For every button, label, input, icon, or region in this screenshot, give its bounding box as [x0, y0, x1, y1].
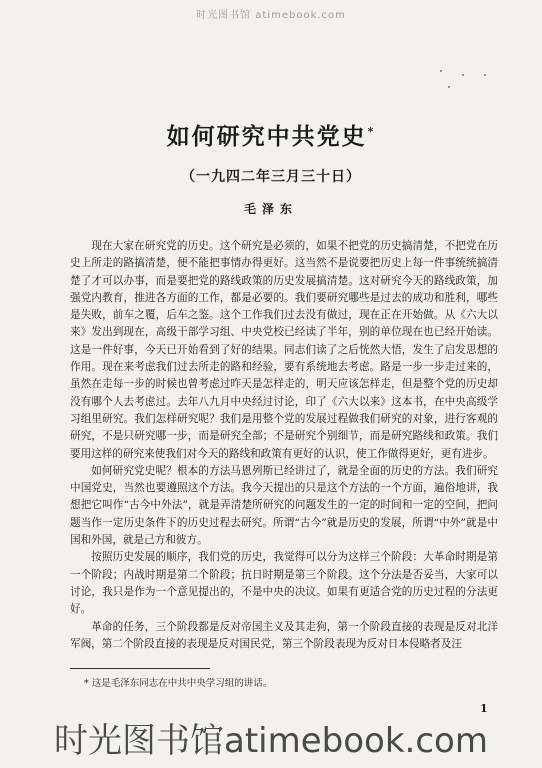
title-text: 如何研究中共党史: [166, 123, 367, 150]
paragraph: 现在大家在研究党的历史。这个研究是必须的，如果不把党的历史搞清楚，不把党在历史上所走的路搞清楚，便不能把事情办得更好。这当然不是说要把历史上每一件事统统搞清楚了才可以办事，而是要把党的路线政策的历史发展搞清楚。这对研究今天的路线政策，加强党内教育，推进各方面的工作，都是必要的。我们要研究哪些是过去的成功和胜利，哪些是失败，前车之覆，后车之鉴。这个工作我们过去没有做过，现在正在开始做。从《六大以来》发出到现在，高级干部学习组、中央党校已经读了半年，别的单位现在也已经开始读。这是一件好事，今天已开始看到了好的结果。同志们读了之后恍然大悟，发生了启发思想的作用。现在来考虑我们过去所走的路和经验，要有系统地去考虑。路是一步一步走过来的，虽然在走每一步的时候也曾考虑过昨天是怎样走的，明天应该怎样走，但是整个党的历史却没有哪个人去考虑过。去年八九月中央经过讨论，印了《六大以来》这本书，在中央高级学习组里研究。我们怎样研究呢？我们是用整个党的发展过程做我们研究的对象，进行客观的研究，不是只研究哪一步，而是研究全部；不是研究个别细节，而是研究路线和政策。我们要用这样的研究来使我们对今天的路线和政策有更好的认识，使工作做得更好，更有进步。: [70, 240, 498, 460]
footnote-divider: [70, 668, 210, 669]
article-body: [70, 238, 498, 653]
paragraph: 按照历史发展的顺序，我们党的历史，我觉得可以分为这样三个阶段：大革命时期是第一个阶段；内战时期是第二个阶段；抗日时期是第三个阶段。这个分法是否妥当，大家可以讨论，我只是作为一个意见提出的，不是中央的决议。如果有更适合党的历史过程的分法更好。: [70, 551, 498, 616]
author-name: 毛泽东: [243, 202, 298, 216]
footnote: * 这是毛泽东同志在中共中央学习组的讲话。: [84, 678, 273, 689]
header-watermark: 时光图书馆 atimebook.com: [196, 10, 346, 21]
footer-watermark: 时光图书馆atimebook.com: [54, 721, 488, 761]
paragraph: 如何研究党史呢？根本的方法马恩列斯已经讲过了，就是全面的历史的方法。我们研究中国党史，当然也要遵照这个方法。我今天提出的只是这个方法的一个方面，遍俗地讲，我想把它叫作“古今中外法”，就是弄清楚所研究的问题发生的一定的时间和一定的空间，把问题当作一定历史条件下的历史过程去研究。所谓“古今”就是历史的发展，所谓“中外”就是中国和外国，就是己方和彼方。: [70, 464, 498, 547]
speech-date: （一九四二年三月三十日）: [181, 169, 361, 185]
paragraph: 革命的任务，三个阶段都是反对帝国主义及其走狗，第一个阶段直接的表现是反对北洋军阀，第二个阶段直接的表现是反对国民党，第三个阶段表现为反对日本侵略者及汪: [70, 620, 498, 650]
page-title: [0, 118, 542, 151]
page-number: 1: [480, 702, 488, 715]
title-footnote-mark: *: [367, 125, 376, 139]
